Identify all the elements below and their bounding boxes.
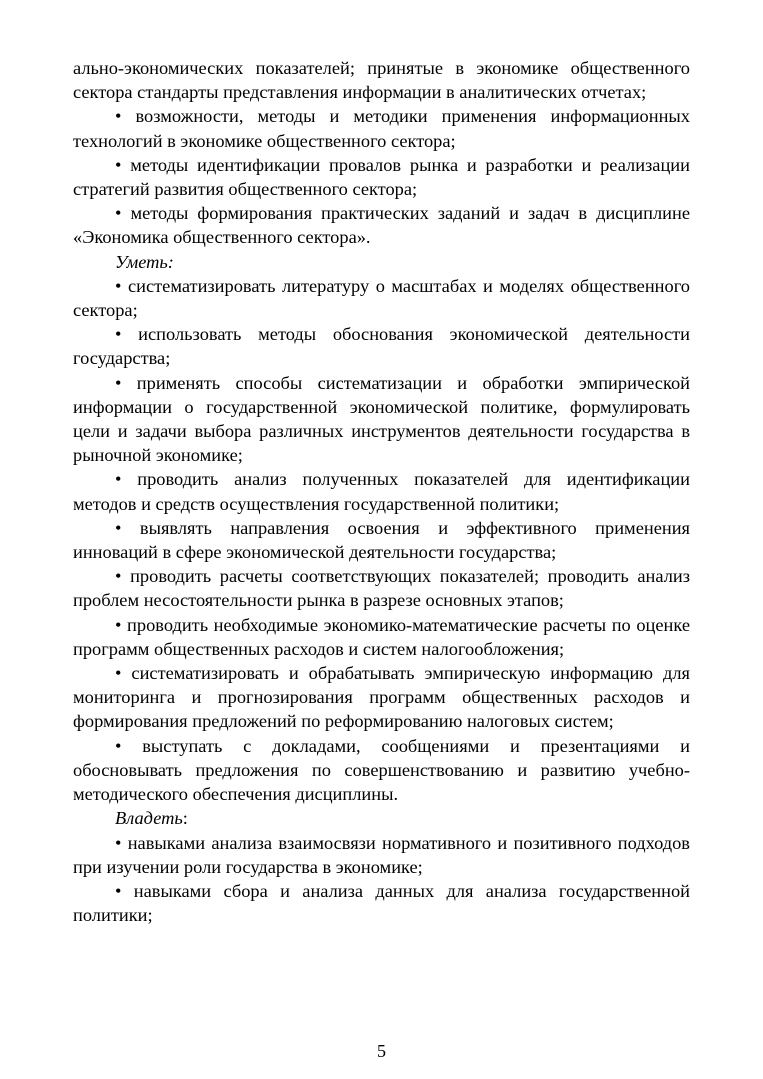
document-body: [73, 56, 690, 927]
list-item-text: проводить анализ полученных показателей для идентификации методов и средств осуществления государственной политики;: [73, 469, 690, 514]
bullet-icon: •: [115, 832, 122, 853]
list-item: [73, 613, 690, 661]
list-item: [73, 104, 690, 152]
bullet-icon: •: [115, 663, 122, 684]
list-item-text: возможности, методы и методики применения информационных технологий в экономике общественного сектора;: [73, 106, 690, 151]
list-item-text: выявлять направления освоения и эффективного применения инноваций в сфере экономической деятельности государства;: [73, 517, 690, 563]
section-heading-own: [73, 806, 690, 830]
able-list: [73, 274, 690, 806]
list-item: [73, 153, 690, 201]
list-item: [73, 564, 690, 612]
bullet-icon: •: [115, 275, 122, 296]
bullet-icon: •: [115, 614, 122, 635]
bullet-icon: •: [115, 154, 122, 175]
list-item: [73, 322, 690, 370]
list-item-text: навыками анализа взаимосвязи нормативного и позитивного подходов при изучении роли государства в экономике;: [73, 832, 690, 877]
bullet-icon: •: [115, 517, 122, 538]
heading-text: Владеть: [115, 808, 183, 829]
bullet-icon: •: [115, 469, 122, 490]
list-item-text: методы формирования практических заданий и задач в дисциплине «Экономика общественного сектора».: [73, 203, 690, 248]
bullet-icon: •: [115, 203, 122, 224]
list-item-text: использовать методы обоснования экономической деятельности государства;: [73, 324, 690, 369]
list-item-text: навыками сбора и анализа данных для анализа государственной политики;: [73, 880, 690, 926]
list-item: [73, 831, 690, 879]
intro-paragraph: ально-экономических показателей; принятые в экономике общественного сектора стандарты представления информации в аналитических отчетах;: [73, 58, 690, 103]
list-item-text: выступать с докладами, сообщениями и презентациями и обосновывать предложения по совершенствованию и развитию учебно-методического обеспечения дисциплины.: [73, 735, 690, 805]
list-item-text: методы идентификации провалов рынка и разработки и реализации стратегий развития общественного сектора;: [73, 154, 690, 200]
bullet-icon: •: [115, 735, 122, 756]
bullet-icon: •: [115, 372, 122, 393]
own-list: [73, 831, 690, 928]
list-item: [73, 201, 690, 249]
list-item: [73, 371, 690, 468]
know-list: [73, 104, 690, 249]
list-item: [73, 516, 690, 564]
bullet-icon: •: [115, 566, 122, 587]
heading-colon: :: [182, 808, 188, 829]
list-item: [73, 661, 690, 734]
section-heading-able: [73, 250, 690, 274]
list-item-text: систематизировать литературу о масштабах и моделях общественного сектора;: [73, 275, 690, 321]
list-item-text: применять способы систематизации и обработки эмпирической информации о государственной экономической политике, формулировать цели и задачи выбора различных инструментов деятельности государства в рыночной экономике;: [73, 372, 690, 466]
bullet-icon: •: [115, 106, 122, 127]
heading-text: Уметь: [115, 251, 168, 272]
bullet-icon: •: [115, 880, 122, 901]
list-item: [73, 879, 690, 927]
list-item-text: проводить необходимые экономико-математические расчеты по оценке программ общественных расходов и систем налогообложения;: [73, 614, 690, 659]
list-item: [73, 734, 690, 807]
list-item: [73, 467, 690, 515]
list-item-text: проводить расчеты соответствующих показателей; проводить анализ проблем несостоятельности рынка в разрезе основных этапов;: [73, 566, 690, 611]
list-item: [73, 274, 690, 322]
bullet-icon: •: [115, 324, 122, 345]
page-number: 5: [377, 1041, 386, 1061]
list-item-text: систематизировать и обрабатывать эмпирическую информацию для мониторинга и прогнозирования программ общественных расходов и формирования предложений по реформированию налоговых систем;: [73, 663, 690, 732]
heading-colon: :: [167, 251, 174, 272]
